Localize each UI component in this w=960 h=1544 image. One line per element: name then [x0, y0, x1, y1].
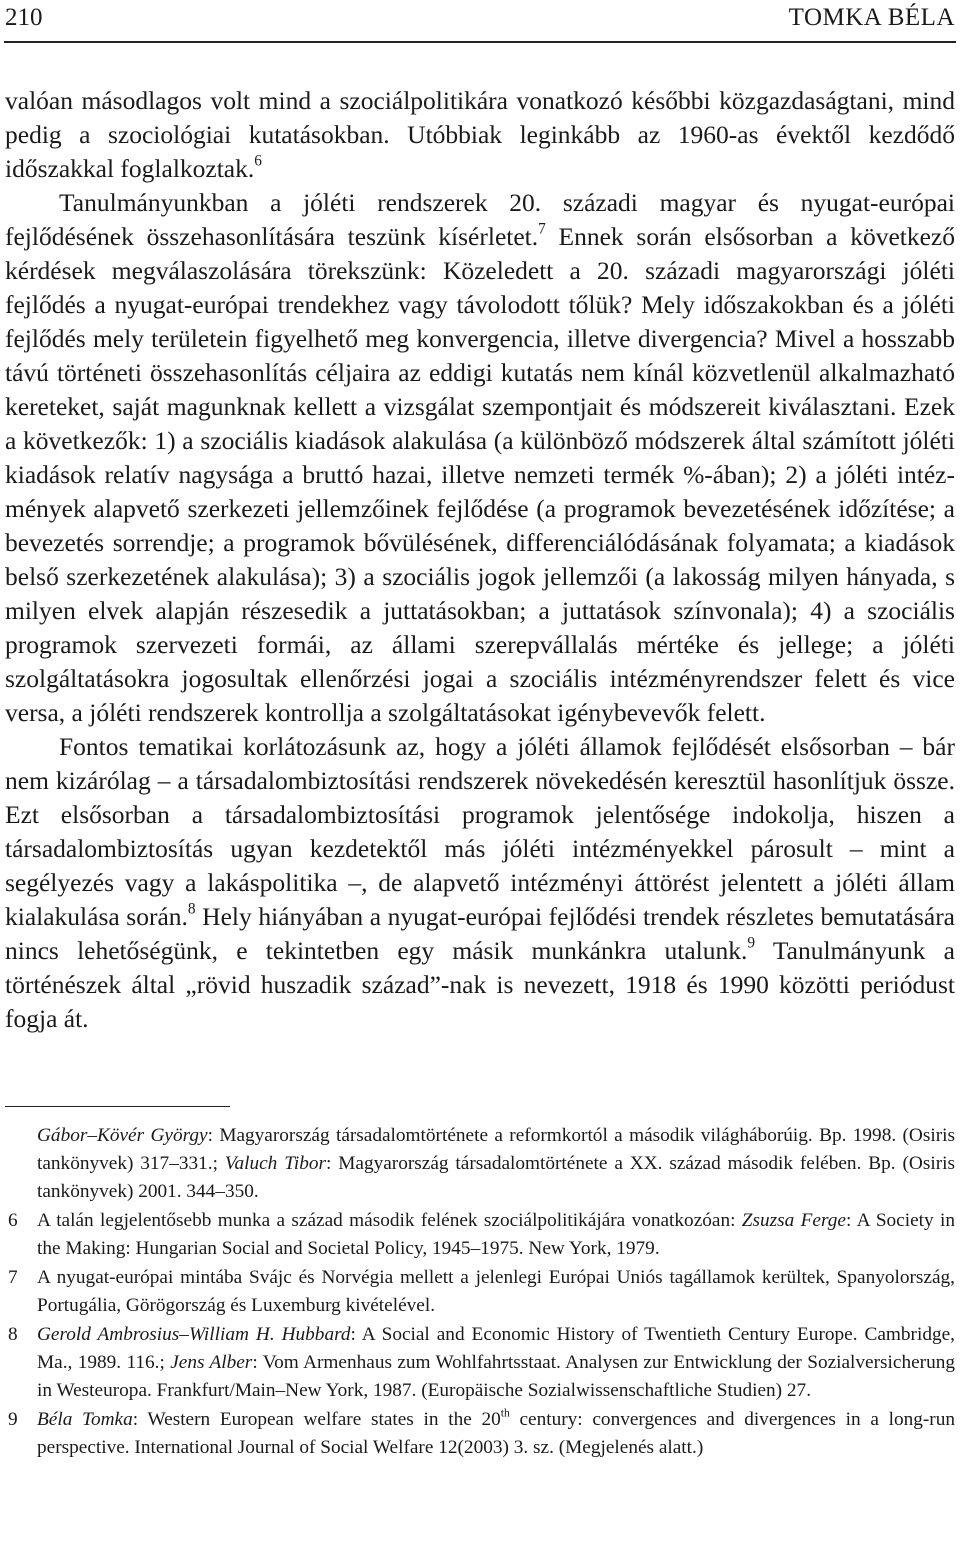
paragraph-scope: Fontos tematikai korlátozásunk az, hogy a jóléti államok fejlődését elsősorban – bár nem kizárólag – a társadalombiztosítási rendszerek növekedésén keresztül hasonlítjuk össze. Ezt elsősorban a társadalombiztosítási programok jelentősége indokolja, hiszen a társadalombiztosítás ugyan kezdetektől más jóléti intézményekkel párosult – mint a segélyezés vagy a lakáspolitika –, de alapvető intézményi áttörést jelentett a jóléti állam kialakulása során.$^8$ Hely hiányában a nyugat-európai fejlődési trendek részletes bemutatására nincs lehetőségünk, e tekintetben egy másik munkánkra utalunk.$^9$ Tanulmányunk a történészek által „rövid huszadik század”-nak is nevezett, 1918 és 1990 közötti periódust fogja át. [5, 732, 956, 1033]
footnote-text: A talán legjelentősebb munka a század második felének szociálpolitikájára vonatkozóan: [37, 1210, 742, 1231]
footnote-text: : A Society in the Making: Hungarian Social and Societal Policy, 1945–1975. New York, 1979. [37, 1210, 955, 1259]
footnotes [5, 1122, 955, 1463]
footnote-text: : Magyarország társadalomtörténete a reformkortól a második világháborúig. Bp. 1998. (Osiris tankönyvek) 317–331.; [37, 1125, 956, 1174]
footnote-ref-9[interactable]: 9 [747, 934, 756, 952]
footnote-ref-6[interactable]: 6 [254, 152, 262, 170]
footnote-author: Gerold Ambrosius–William H. Hubbard [37, 1324, 351, 1345]
paragraph-aims: Tanulmányunkban a jóléti rendszerek 20. századi magyar és nyugat-európai fejlődésének összehasonlítására teszünk kísérletet.$^7$ Ennek során elsősorban a következő kérdések megválaszolására törekszünk: Közeledett a 20. századi magyarországi jóléti fejlődés a nyugat-európai trendekhez vagy távolodott tőlük? Mely időszakokban és a jóléti fejlődés mely területein figyelhető meg konvergencia, illetve divergencia? Mivel a hosszabb távú történeti összehasonlítás céljaira az eddigi kutatás nem kínál közvetlenül alkalmazható kereteket, saját magunknak kellett a vizsgálat szempontjait és módszereit kiválasztani. Ezek a következők: 1) a szociális kiadások alakulása (a különböző módszerek által számított jóléti kiadások relatív nagysága a bruttó hazai, illetve nemzeti termék %-ában); 2) a jóléti intézmények alapvető szerkezeti jellemzőinek fejlődése (a programok bevezetésének időzítése; a bevezetés sorrendje; a programok bővülésének, differenciálódásának folyamata; a kiadások belső szerkezetének alakulása); 3) a szociális jogok jellemzői (a lakosság milyen hányada, s milyen elvek alapján részesedik a juttatásokban; a juttatások színvonala); 4) a szociális programok szervezeti formái, az állami szerepvállalás mértéke és jellege; a jóléti szolgáltatásokra jogosultak ellenőrzési jogai a szociális intézményrendszer felett és vice versa, a jóléti rendszerek kontrollja a szolgáltatásokat igénybevevők felett. [5, 188, 956, 727]
footnote-continuation [5, 1122, 955, 1206]
footnote-text: A nyugat-európai mintába Svájc és Norvégia mellett a jelenlegi Európai Uniós tagállamok kerültek, Spanyolország, Portugália, Görögország és Luxemburg kivételével. [37, 1267, 955, 1316]
body-text [5, 84, 955, 1036]
footnote-ref-7[interactable]: 7 [538, 220, 546, 238]
footnote-text: : A Social and Economic History of Twentieth Century Europe. Cambridge, Ma., 1989. 116.; [37, 1324, 955, 1373]
footnote-author: Gábor–Kövér György [37, 1125, 208, 1146]
footnote-7 [5, 1264, 955, 1320]
footnote-number: 9 [8, 1409, 18, 1430]
footnote-text: th [500, 1406, 510, 1420]
footnote-rule [5, 1106, 230, 1107]
footnote-text: : Vom Armenhaus zum Wohlfahrtsstaat. Analysen zur Entwicklung der Sozialversicherung in Westeuropa. Frankfurt/Main–New York, 1987. (Europäische Sozialwissenschaftliche Studien) 27. [37, 1352, 955, 1401]
header-rule [4, 41, 956, 43]
footnote-text: century: convergences and divergences in a long-run perspective. International Journal of Social Welfare 12(2003) 3. sz. (Megjelenés alatt.) [37, 1409, 955, 1458]
footnote-ref-8[interactable]: 8 [187, 900, 196, 918]
footnote-6 [5, 1207, 955, 1263]
running-author: TOMKA BÉLA [788, 4, 955, 31]
footnote-8 [5, 1321, 955, 1405]
footnote-number: 6 [8, 1210, 18, 1231]
footnote-number: 7 [8, 1267, 18, 1288]
footnote-author: Zsuzsa Ferge [741, 1210, 846, 1231]
page-number: 210 [5, 4, 43, 31]
footnote-9 [5, 1406, 955, 1462]
footnote-author: Béla Tomka [37, 1409, 133, 1430]
paragraph-continuation: valóan másodlagos volt mind a szociálpolitikára vonatkozó későbbi közgazdaságtani, mind pedig a szociológiai kutatásokban. Utóbbiak leginkább az 1960-as évektől kezdődő időszakkal foglalkoztak.$^6$ [5, 86, 955, 183]
footnote-author: Jens Alber [170, 1352, 253, 1373]
footnote-author: Valuch Tibor [224, 1153, 326, 1174]
footnote-text: : Magyarország társadalomtörténete a XX. század második felében. Bp. (Osiris tankönyvek) 2001. 344–350. [37, 1153, 955, 1202]
footnote-text: : Western European welfare states in the 20 [132, 1409, 501, 1430]
running-header [5, 2, 955, 34]
footnote-number: 8 [8, 1324, 18, 1345]
